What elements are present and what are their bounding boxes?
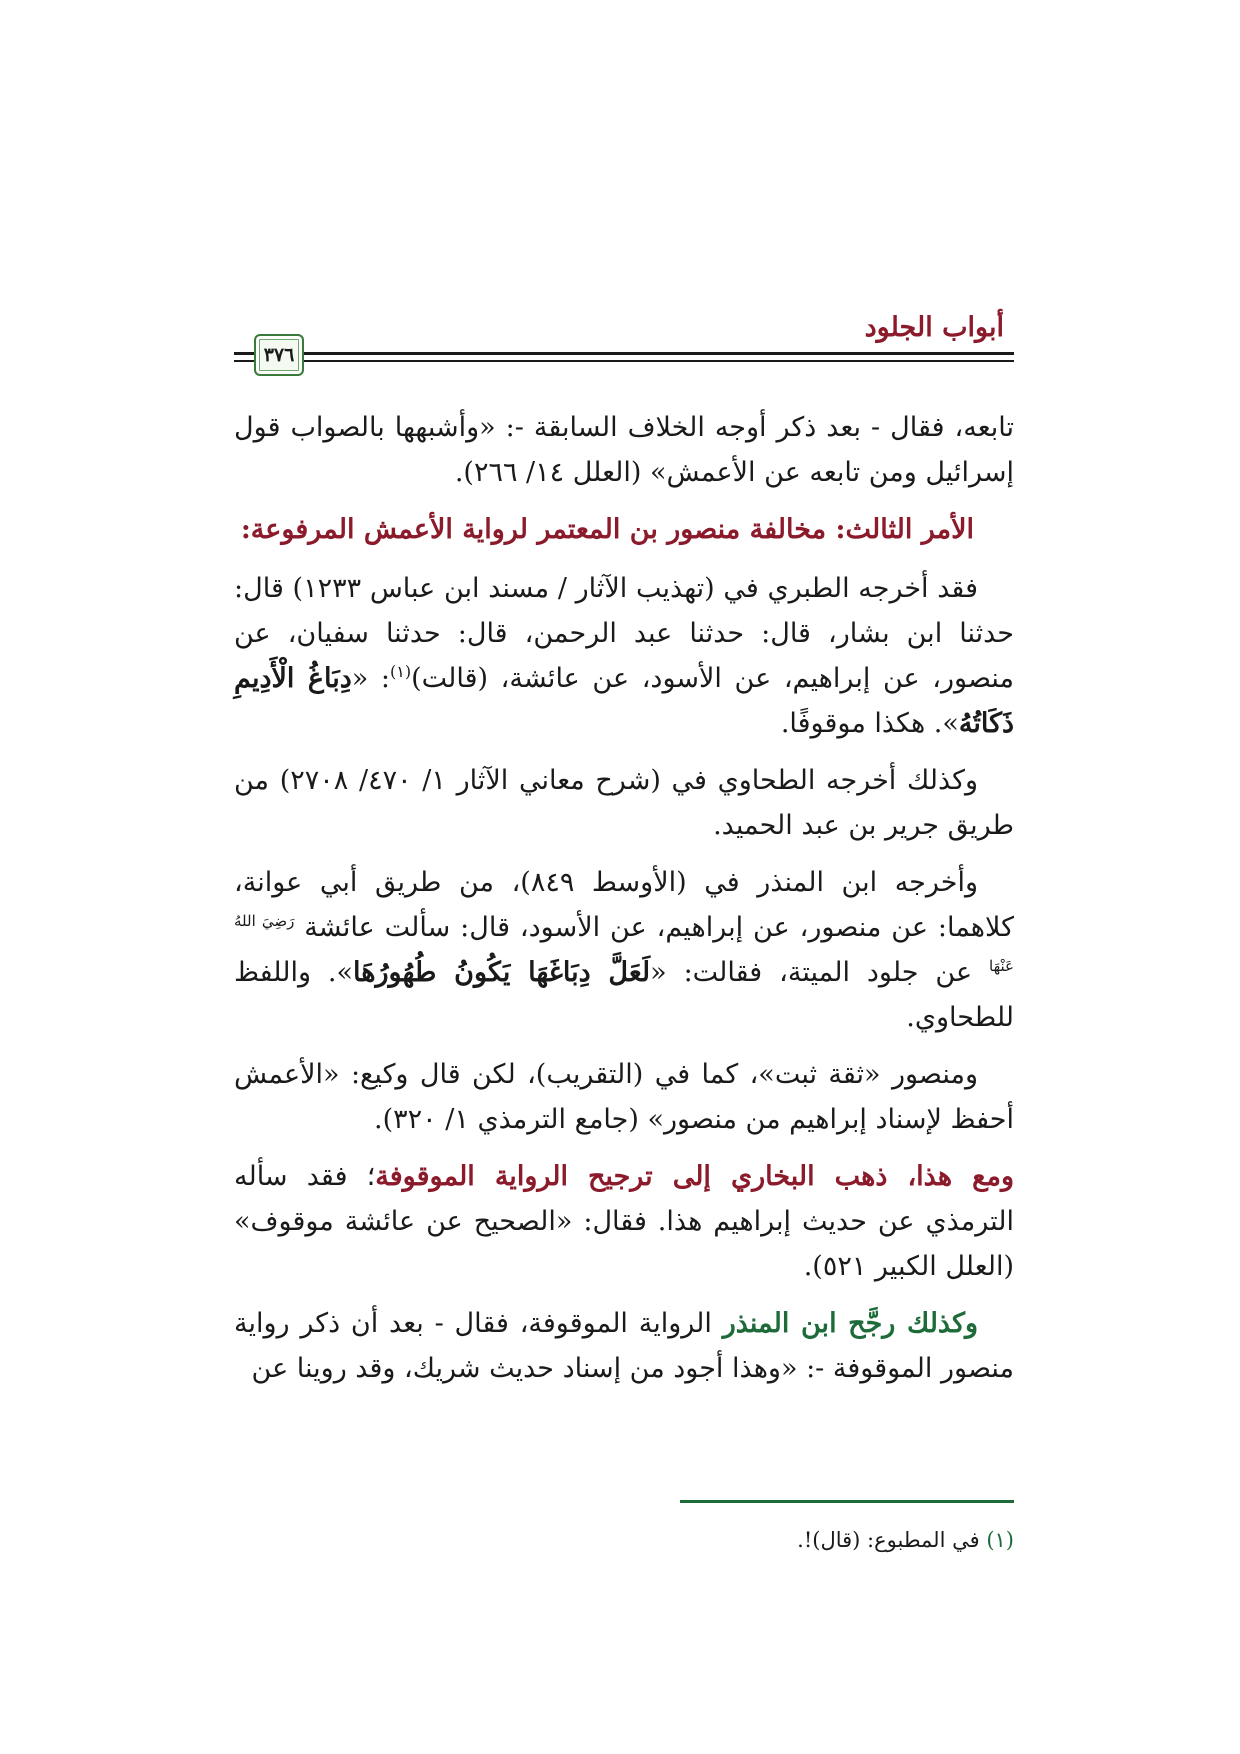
main-text xyxy=(234,405,1014,1403)
paragraph xyxy=(234,405,1014,495)
text-segment: وكذلك رجَّح ابن المنذر xyxy=(722,1308,978,1339)
page-number-badge xyxy=(254,334,304,376)
section-heading xyxy=(234,507,1014,552)
footnote-ref: (١) xyxy=(389,662,412,681)
paragraph xyxy=(234,1301,1014,1391)
text-segment: الرواية الموقوفة، فقال - بعد أن ذكر رواية منصور الموقوفة -: «وهذا أجود من إسناد حديث شريك، وقد روينا عن xyxy=(234,1308,1014,1384)
paragraph xyxy=(234,1052,1014,1142)
text-segment: تابعه، فقال - بعد ذكر أوجه الخلاف السابقة -: «وأشبهها بالصواب قول إسرائيل ومن تابعه عن الأعمش» (العلل ١٤/ ٢٦٦). xyxy=(234,412,1014,488)
text-segment: ؛ فقد سأله الترمذي عن حديث إبراهيم هذا. فقال: «الصحيح عن عائشة موقوف» (العلل الكبير ٥٢١). xyxy=(234,1161,1014,1282)
header-rule xyxy=(294,352,1014,355)
footnote-number: (١) xyxy=(986,1528,1014,1552)
chapter-title: أبواب الجلود xyxy=(864,312,1004,343)
text-segment: وكذلك أخرجه الطحاوي في (شرح معاني الآثار ١/ ٤٧٠/ ٢٧٠٨) من طريق جرير بن عبد الحميد. xyxy=(234,765,1014,841)
footnote-separator xyxy=(680,1500,1014,1503)
hadith-quote: لَعَلَّ دِبَاغَهَا يَكُونُ طُهُورُهَا xyxy=(353,957,651,988)
paragraph xyxy=(234,758,1014,848)
paragraph xyxy=(234,860,1014,1040)
text-segment: عن جلود الميتة، فقالت: « xyxy=(650,957,990,988)
header-rule xyxy=(294,360,1014,362)
text-segment: فقد أخرجه الطبري في (تهذيب الآثار / مسند ابن عباس ١٢٣٣) قال: حدثنا ابن بشار، قال: حدثنا عبد الرحمن، قال: حدثنا سفيان، عن منصور، عن إبراهيم، عن الأسود، عن عائشة، (قالت) xyxy=(234,573,1014,694)
text-segment: وأخرجه ابن المنذر في (الأوسط ٨٤٩)، من طريق أبي عوانة، كلاهما: عن منصور، عن إبراهيم، عن الأسود، قال: سألت عائشة xyxy=(234,867,1014,943)
paragraph xyxy=(234,566,1014,746)
honorific: رَضِيَ اللهُ عَنْهَا xyxy=(234,912,1014,975)
text-segment: ومع هذا، ذهب البخاري إلى ترجيح الرواية الموقوفة xyxy=(375,1161,1014,1192)
paragraph xyxy=(234,1154,1014,1289)
hadith-quote: دِبَاغُ الْأَدِيمِ ذَكَاتُهُ xyxy=(234,663,1014,739)
page-number: ٣٧٦ xyxy=(263,344,295,366)
page-header xyxy=(234,312,1014,392)
footnote-text: في المطبوع: (قال)!. xyxy=(797,1528,987,1552)
header-rule xyxy=(234,360,256,362)
text-segment: ». هكذا موقوفًا. xyxy=(780,708,959,739)
text-segment: الأمر الثالث: مخالفة منصور بن المعتمر لرواية الأعمش المرفوعة: xyxy=(240,514,974,545)
text-segment: ». واللفظ للطحاوي. xyxy=(234,957,1014,1033)
text-segment: : « xyxy=(351,663,390,694)
text-segment: ومنصور «ثقة ثبت»، كما في (التقريب)، لكن قال وكيع: «الأعمش أحفظ لإسناد إبراهيم من منصور» (جامع الترمذي ١/ ٣٢٠). xyxy=(234,1059,1014,1135)
header-rule xyxy=(234,352,256,355)
footnote xyxy=(234,1524,1014,1556)
